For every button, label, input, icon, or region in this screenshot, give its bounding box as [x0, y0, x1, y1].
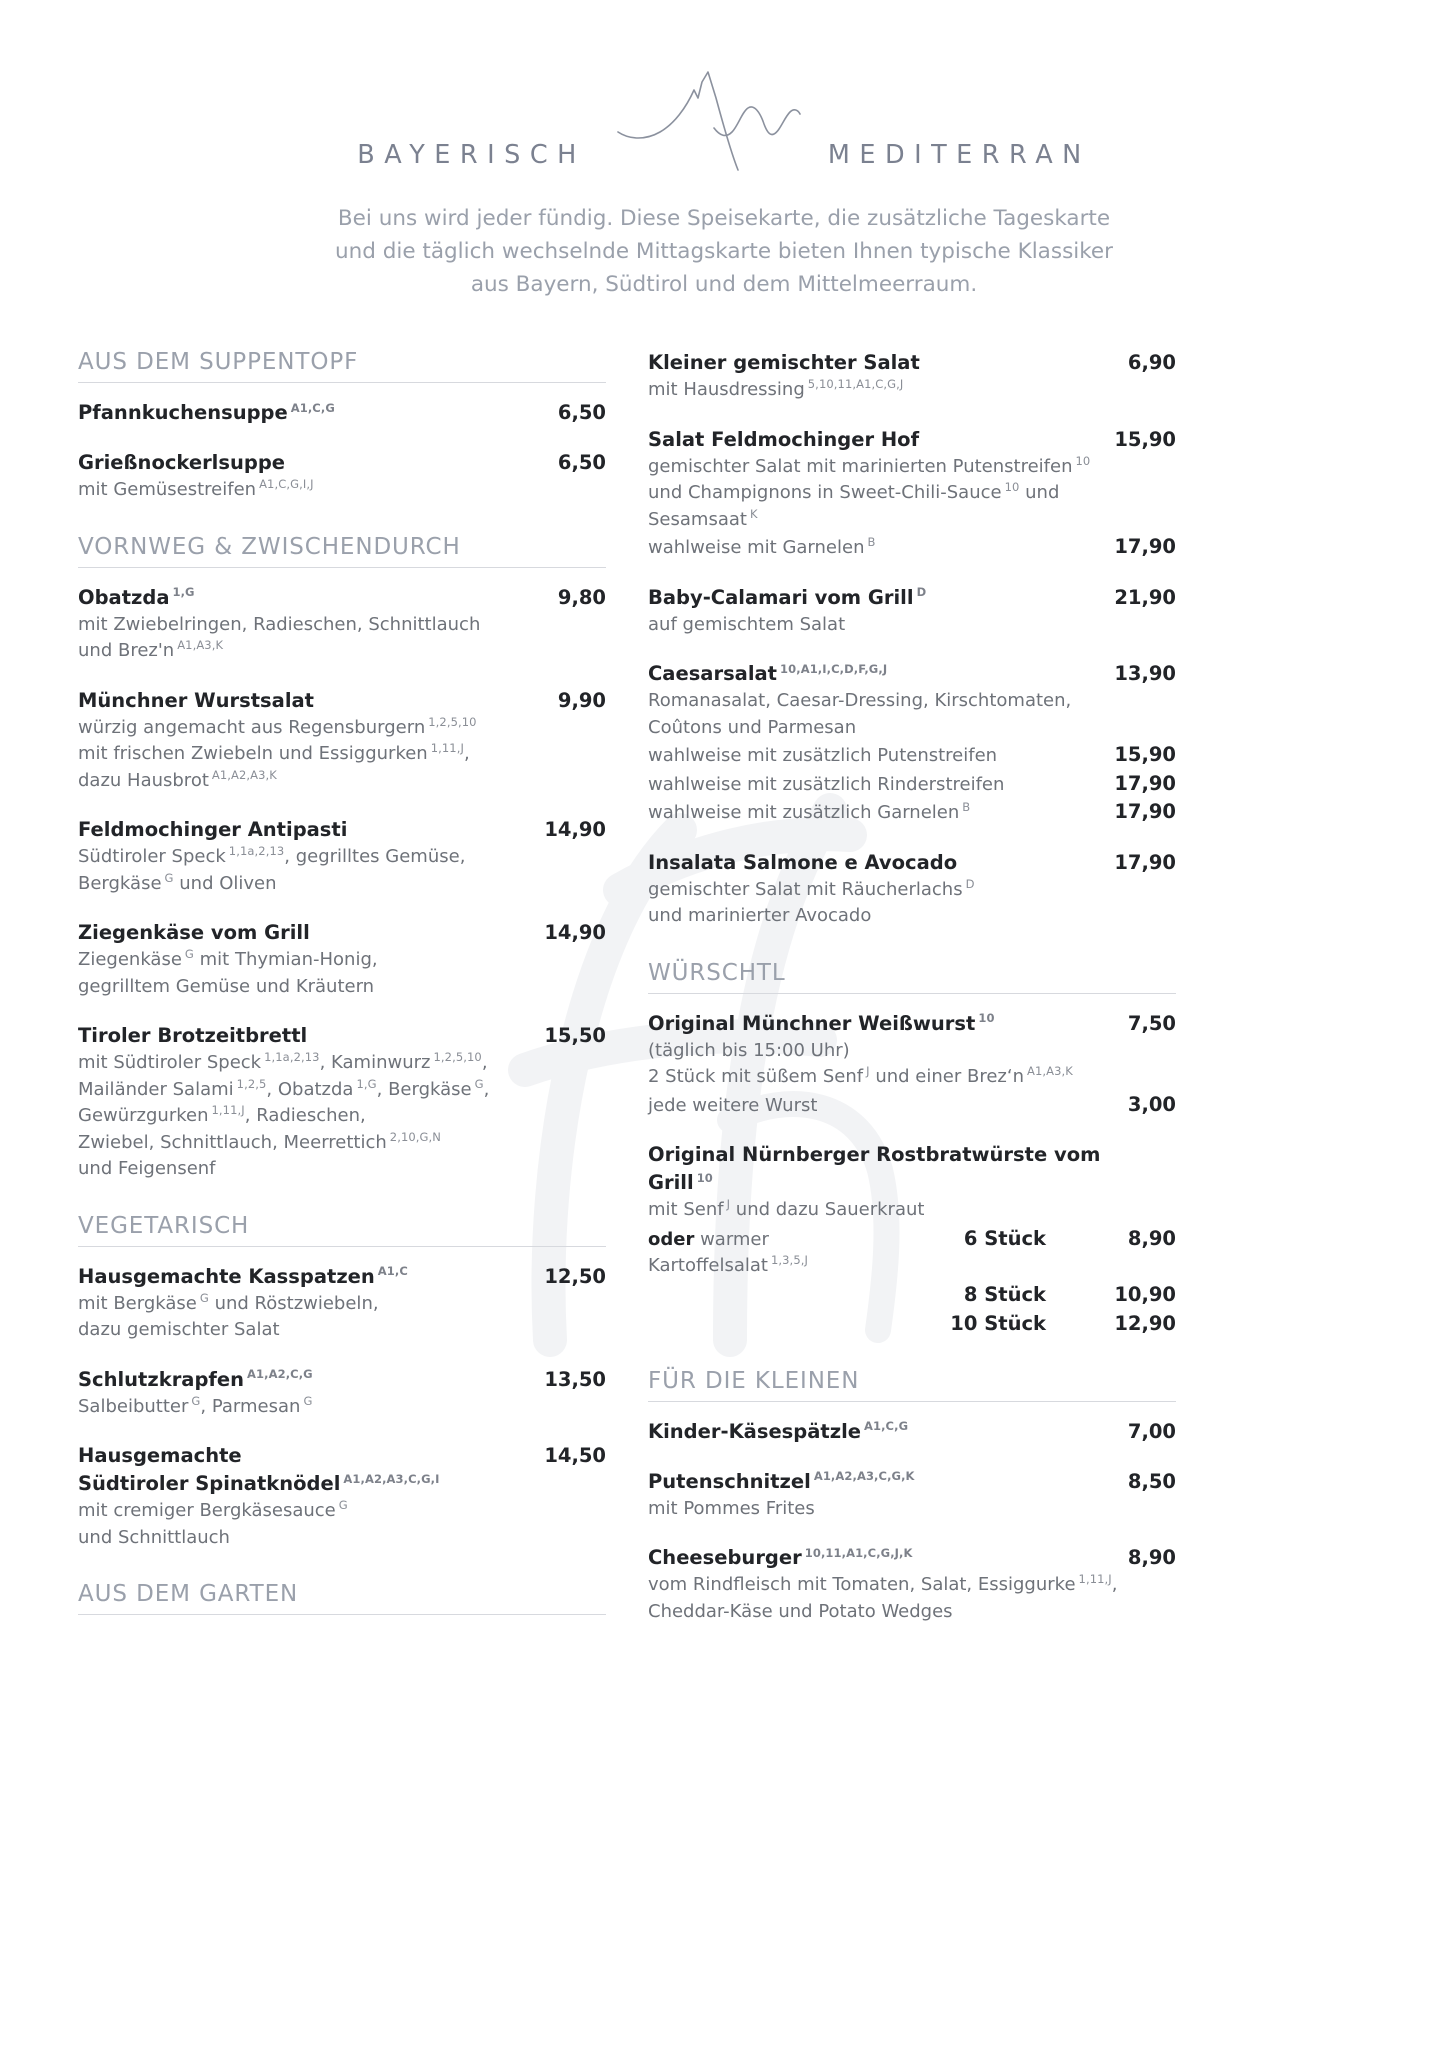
qty-price-pair	[942, 1224, 1176, 1253]
allergen-superscript: A1,A3,K	[177, 638, 224, 652]
section-heading: FÜR DIE KLEINEN	[648, 1368, 1176, 1402]
allergen-superscript: G	[164, 870, 174, 885]
menu-item-description-line: mit Senf $^J$ und dazu Sauerkraut	[648, 1197, 925, 1220]
qty-label: 10 Stück	[950, 1311, 1046, 1335]
menu-item-description-line: Salbeibutter $^G$, Parmesan $^G$	[78, 1393, 313, 1417]
menu-item-option-row	[648, 533, 1176, 562]
allergen-superscript: 10,A1,I,C,D,F,G,J	[780, 661, 888, 676]
menu-item-price: 7,00	[1127, 1419, 1176, 1443]
menu-item-title-row	[648, 426, 1176, 454]
menu-item-title-row	[78, 687, 606, 715]
menu-item-description-line: würzig angemacht aus Regensburgern $^{1,2,5,10}$	[78, 714, 477, 738]
menu-item-name: Salat Feldmochinger Hof	[648, 427, 920, 451]
menu-item-name: Caesarsalat $^{10,A1,I,C,D,F,G,J}$	[648, 661, 888, 685]
allergen-superscript: 1,G	[356, 1076, 377, 1091]
menu-item-price: 6,50	[557, 401, 606, 424]
menu-item-name: Münchner Wurstsalat	[78, 688, 314, 712]
allergen-superscript: 1,2,5,10	[428, 714, 477, 729]
menu-item-description-line: und Champignons in Sweet-Chili-Sauce $^{10}$ und	[648, 480, 1060, 503]
section-heading: WÜRSCHTL	[648, 960, 1176, 994]
menu-item-title-row	[648, 1010, 1176, 1038]
option-label: wahlweise mit zusätzlich Garnelen $^B$	[648, 800, 971, 823]
menu-item-name: Pfannkuchensuppe $^{A1,C,G}$	[78, 400, 335, 424]
menu-item-title-row	[648, 660, 1176, 688]
allergen-superscript: A1,A2,A3,C,G,I	[343, 1471, 440, 1486]
menu-item-description-line: und Brez'n $^{A1,A3,K}$	[78, 638, 224, 661]
menu-item-qty-row	[648, 1280, 1176, 1309]
menu-item-price: 15,90	[1114, 427, 1176, 451]
menu-item	[648, 660, 1176, 827]
menu-item-name: Cheeseburger $^{10,11,A1,C,G,J,K}$	[648, 1545, 913, 1569]
qty-price: 8,90	[1127, 1226, 1176, 1250]
menu-item	[648, 1418, 1176, 1446]
menu-item-title-row	[78, 1442, 606, 1498]
menu-item-price: 15,50	[544, 1024, 606, 1047]
menu-item-description-line: Gewürzgurken $^{1,11,J}$, Radieschen,	[78, 1103, 366, 1126]
menu-item-title-row	[648, 1418, 1176, 1446]
menu-item-name: Baby-Calamari vom Grill $^D$	[648, 585, 927, 609]
allergen-superscript: 10	[1075, 453, 1091, 468]
menu-item-description-line: Bergkäse $^G$ und Oliven	[78, 870, 277, 894]
menu-item-price: 17,90	[1114, 850, 1176, 874]
menu-item-price: 13,90	[1114, 662, 1176, 685]
menu-item-description-line: dazu gemischter Salat	[78, 1319, 280, 1340]
menu-item-title-row	[648, 849, 1176, 877]
menu-item	[78, 919, 606, 1000]
allergen-superscript: D	[916, 585, 927, 599]
menu-item-name: Grießnockerlsuppe	[78, 451, 285, 474]
menu-item-title-row	[78, 816, 606, 844]
menu-column-right	[648, 349, 1176, 1625]
menu-item	[648, 849, 1176, 930]
option-price: 17,90	[1114, 535, 1176, 558]
menu-item-description-line: Ziegenkäse $^G$ mit Thymian-Honig,	[78, 947, 378, 970]
menu-item-qty-row	[648, 1224, 1176, 1280]
menu-item-price: 9,80	[557, 585, 606, 609]
allergen-superscript: G	[338, 1498, 348, 1512]
menu-item-name: Insalata Salmone e Avocado	[648, 850, 958, 874]
menu-item-description-line: gemischter Salat mit Räucherlachs $^D$	[648, 876, 975, 900]
section-heading: VORNWEG & ZWISCHENDURCH	[78, 534, 606, 568]
option-price: 17,90	[1114, 800, 1176, 823]
qty-label: 8 Stück	[963, 1282, 1046, 1306]
menu-item	[78, 816, 606, 897]
menu-item-title-row	[78, 449, 606, 477]
qty-label: 6 Stück	[963, 1226, 1046, 1250]
menu-item-description-line: (täglich bis 15:00 Uhr)	[648, 1039, 850, 1061]
menu-item-description-line: Cheddar-Käse und Potato Wedges	[648, 1600, 953, 1622]
menu-item-name: Tiroler Brotzeitbrettl	[78, 1024, 308, 1047]
allergen-superscript: J	[726, 1197, 731, 1211]
qty-price: 12,90	[1114, 1311, 1176, 1335]
menu-item-price: 7,50	[1127, 1011, 1176, 1035]
menu-item-description-line: gegrilltem Gemüse und Kräutern	[78, 975, 375, 997]
menu-item-name: Hausgemachte Südtiroler Spinatknödel $^{A1,A2,A3,C,G,I}$	[78, 1444, 440, 1495]
menu-item-description-line: und Feigensenf	[78, 1158, 216, 1179]
menu-item-description-line: mit Südtiroler Speck $^{1,1a,2,13}$, Kaminwurz $^{1,2,5,10}$,	[78, 1050, 488, 1073]
menu-item-option-row	[648, 741, 1176, 770]
menu-item-description-line: Coûtons und Parmesan	[648, 716, 857, 738]
menu-item-name: Obatzda $^{1,G}$	[78, 585, 195, 609]
menu-item-price: 21,90	[1114, 585, 1176, 609]
menu-item	[648, 1141, 1176, 1338]
menu-item-title-row	[78, 1366, 606, 1394]
menu-item	[78, 1442, 606, 1551]
section-heading: VEGETARISCH	[78, 1213, 606, 1247]
menu-item-title-row	[78, 919, 606, 947]
menu-item-description-line: dazu Hausbrot $^{A1,A2,A3,K}$	[78, 767, 277, 791]
menu-item-description-line: mit Bergkäse $^G$ und Röstzwiebeln,	[78, 1290, 379, 1314]
menu-item-description-line: Zwiebel, Schnittlauch, Meerrettich $^{2,10,G,N}$	[78, 1129, 442, 1153]
allergen-superscript: 10	[1004, 480, 1020, 494]
menu-item	[648, 1544, 1176, 1625]
menu-item-description-line: Südtiroler Speck $^{1,1a,2,13}$, gegrilltes Gemüse,	[78, 844, 466, 867]
qty-price: 10,90	[1114, 1282, 1176, 1306]
allergen-superscript: A1,C,G	[863, 1419, 909, 1433]
menu-item-name: Original Nürnberger Rostbratwürste vom Grill $^{10}$	[648, 1143, 1101, 1194]
allergen-superscript: D	[965, 876, 975, 891]
allergen-superscript: 1,11,J	[430, 741, 464, 755]
option-label: wahlweise mit Garnelen $^B$	[648, 535, 876, 558]
menu-item-title-row	[78, 1022, 606, 1050]
menu-item-description-line: Mailänder Salami $^{1,2,5}$, Obatzda $^{1,G}$, Bergkäse $^G$,	[78, 1076, 490, 1100]
intro-text: Bei uns wird jeder fündig. Diese Speisekarte, die zusätzliche Tageskarte und die täglich wechselnde Mittagskarte bieten Ihnen typische Klassiker aus Bayern, Südtirol und dem Mittelmeerraum.	[335, 206, 1113, 297]
menu-item-title-row	[648, 349, 1176, 377]
allergen-superscript: G	[191, 1393, 201, 1408]
brand-word-right: MEDITERRAN	[827, 140, 1091, 170]
allergen-superscript: 1,G	[172, 585, 195, 599]
allergen-superscript: 1,2,5	[236, 1076, 267, 1091]
menu-item-name: Kinder-Käsespätzle $^{A1,C,G}$	[648, 1419, 909, 1443]
menu-item-description-line: mit Zwiebelringen, Radieschen, Schnittlauch	[78, 613, 481, 635]
menu-item-price: 12,50	[544, 1264, 606, 1288]
menu-item-description-line: vom Rindfleisch mit Tomaten, Salat, Essiggurke $^{1,11,J}$,	[648, 1572, 1118, 1595]
allergen-superscript: G	[199, 1290, 209, 1305]
allergen-superscript: 1,3,5,J	[770, 1253, 808, 1267]
allergen-superscript: B	[867, 535, 876, 549]
menu-header	[0, 0, 1448, 301]
allergen-superscript: 10,11,A1,C,G,J,K	[804, 1545, 913, 1560]
option-label: wahlweise mit zusätzlich Rinderstreifen	[648, 773, 1005, 795]
brand-word-left: BAYERISCH	[357, 140, 586, 170]
menu-item-qty-row	[648, 1309, 1176, 1338]
allergen-superscript: 10	[696, 1170, 713, 1185]
menu-item	[78, 584, 606, 665]
menu-item-description-line: mit Hausdressing $^{5,10,11,A1,C,G,J}$	[648, 377, 904, 400]
menu-item-alt-line: oder warmer Kartoffelsalat $^{1,3,5,J}$	[648, 1228, 808, 1276]
menu-item-title-row	[648, 1544, 1176, 1572]
menu-item-description-line: 2 Stück mit süßem Senf $^J$ und einer Brez‘n $^{A1,A3,K}$	[648, 1064, 1073, 1087]
mountain-waves-logo-icon	[612, 64, 802, 176]
allergen-superscript: 1,11,J	[1078, 1572, 1112, 1586]
menu-item-name: Hausgemachte Kasspatzen $^{A1,C}$	[78, 1264, 408, 1288]
menu-item-name: Original Münchner Weißwurst $^{10}$	[648, 1011, 995, 1035]
allergen-superscript: A1,A2,A3,C,G,K	[813, 1469, 915, 1483]
menu-item-option-row	[648, 1091, 1176, 1120]
menu-item	[78, 687, 606, 795]
allergen-superscript: K	[749, 506, 758, 521]
allergen-superscript: A1,A2,C,G	[247, 1367, 313, 1381]
allergen-superscript: A1,A2,A3,K	[211, 767, 277, 782]
menu-item	[648, 584, 1176, 639]
menu-item-price: 8,50	[1127, 1469, 1176, 1493]
menu-item-title-row	[648, 584, 1176, 612]
menu-item-title-row	[78, 399, 606, 427]
menu-item-price: 9,90	[557, 688, 606, 712]
menu-item-description-line: gemischter Salat mit marinierten Putenstreifen $^{10}$	[648, 453, 1091, 477]
menu-item-price: 14,90	[544, 818, 606, 841]
menu-item	[78, 1022, 606, 1183]
allergen-superscript: A1,C,G	[290, 400, 335, 415]
allergen-superscript: 1,1a,2,13	[264, 1050, 320, 1064]
menu-item-price: 6,50	[557, 451, 606, 474]
menu-item-name: Ziegenkäse vom Grill	[78, 921, 310, 944]
menu-item-description-line: mit cremiger Bergkäsesauce $^G$	[78, 1498, 348, 1521]
allergen-superscript: A1,C	[377, 1264, 408, 1278]
menu-item-price: 14,90	[544, 921, 606, 944]
allergen-superscript: A1,A3,K	[1027, 1064, 1073, 1078]
menu-item	[78, 399, 606, 427]
allergen-superscript: B	[962, 800, 971, 814]
section-heading: AUS DEM SUPPENTOPF	[78, 349, 606, 383]
menu-item-name: Putenschnitzel $^{A1,A2,A3,C,G,K}$	[648, 1469, 915, 1493]
menu-item	[648, 1468, 1176, 1523]
menu-item-description-line: mit frischen Zwiebeln und Essiggurken $^{1,11,J}$,	[78, 741, 470, 764]
allergen-superscript: A1,C,G,I,J	[259, 477, 314, 491]
menu-item-description-line: auf gemischtem Salat	[648, 613, 846, 635]
menu-item-name: Schlutzkrapfen $^{A1,A2,C,G}$	[78, 1367, 313, 1391]
allergen-superscript: 5,10,11,A1,C,G,J	[807, 377, 904, 391]
allergen-superscript: G	[303, 1393, 313, 1408]
menu-item	[78, 449, 606, 504]
menu-item	[648, 349, 1176, 404]
brand-logo	[0, 62, 1448, 174]
allergen-superscript: 10	[978, 1011, 995, 1025]
menu-item-description-line: und Schnittlauch	[78, 1526, 230, 1548]
menu-item-price: 13,50	[544, 1367, 606, 1391]
menu-item-price: 6,90	[1127, 351, 1176, 374]
menu-item-title-row	[648, 1141, 1176, 1197]
menu-item-option-row	[648, 798, 1176, 827]
allergen-superscript: G	[474, 1076, 484, 1091]
allergen-superscript: G	[184, 947, 194, 961]
menu-item-name: Kleiner gemischter Salat	[648, 351, 920, 374]
menu-item	[78, 1366, 606, 1421]
menu-columns	[0, 349, 1448, 1631]
allergen-superscript: J	[866, 1064, 870, 1078]
menu-item-name: Feldmochinger Antipasti	[78, 818, 348, 841]
menu-item-option-row	[648, 770, 1176, 799]
menu-item-title-row	[648, 1468, 1176, 1496]
alt-keyword: oder	[648, 1228, 695, 1250]
menu-item-description-line: mit Gemüsestreifen $^{A1,C,G,I,J}$	[78, 477, 314, 500]
menu-item-description-line: Sesamsaat $^K$	[648, 506, 758, 530]
menu-item-description-line: mit Pommes Frites	[648, 1497, 815, 1519]
menu-item-price: 14,50	[544, 1444, 606, 1467]
option-price: 15,90	[1114, 743, 1176, 766]
option-price: 17,90	[1114, 771, 1176, 795]
menu-item-description-line: und marinierter Avocado	[648, 905, 872, 926]
menu-item	[648, 1010, 1176, 1120]
allergen-superscript: 1,2,5,10	[433, 1050, 482, 1064]
allergen-superscript: 1,1a,2,13	[228, 844, 285, 858]
section-heading: AUS DEM GARTEN	[78, 1581, 606, 1615]
menu-item	[78, 1263, 606, 1344]
menu-item-title-row	[78, 1263, 606, 1291]
menu-item-description-line: Romanasalat, Caesar-Dressing, Kirschtomaten,	[648, 690, 1072, 711]
allergen-superscript: 1,11,J	[211, 1103, 245, 1117]
option-label: jede weitere Wurst	[648, 1094, 818, 1116]
allergen-superscript: 2,10,G,N	[389, 1129, 442, 1144]
option-price: 3,00	[1127, 1092, 1176, 1116]
menu-item-price: 8,90	[1127, 1546, 1176, 1569]
menu-item	[648, 426, 1176, 562]
menu-column-left	[78, 349, 606, 1631]
option-label: wahlweise mit zusätzlich Putenstreifen	[648, 745, 998, 766]
menu-item-title-row	[78, 584, 606, 612]
